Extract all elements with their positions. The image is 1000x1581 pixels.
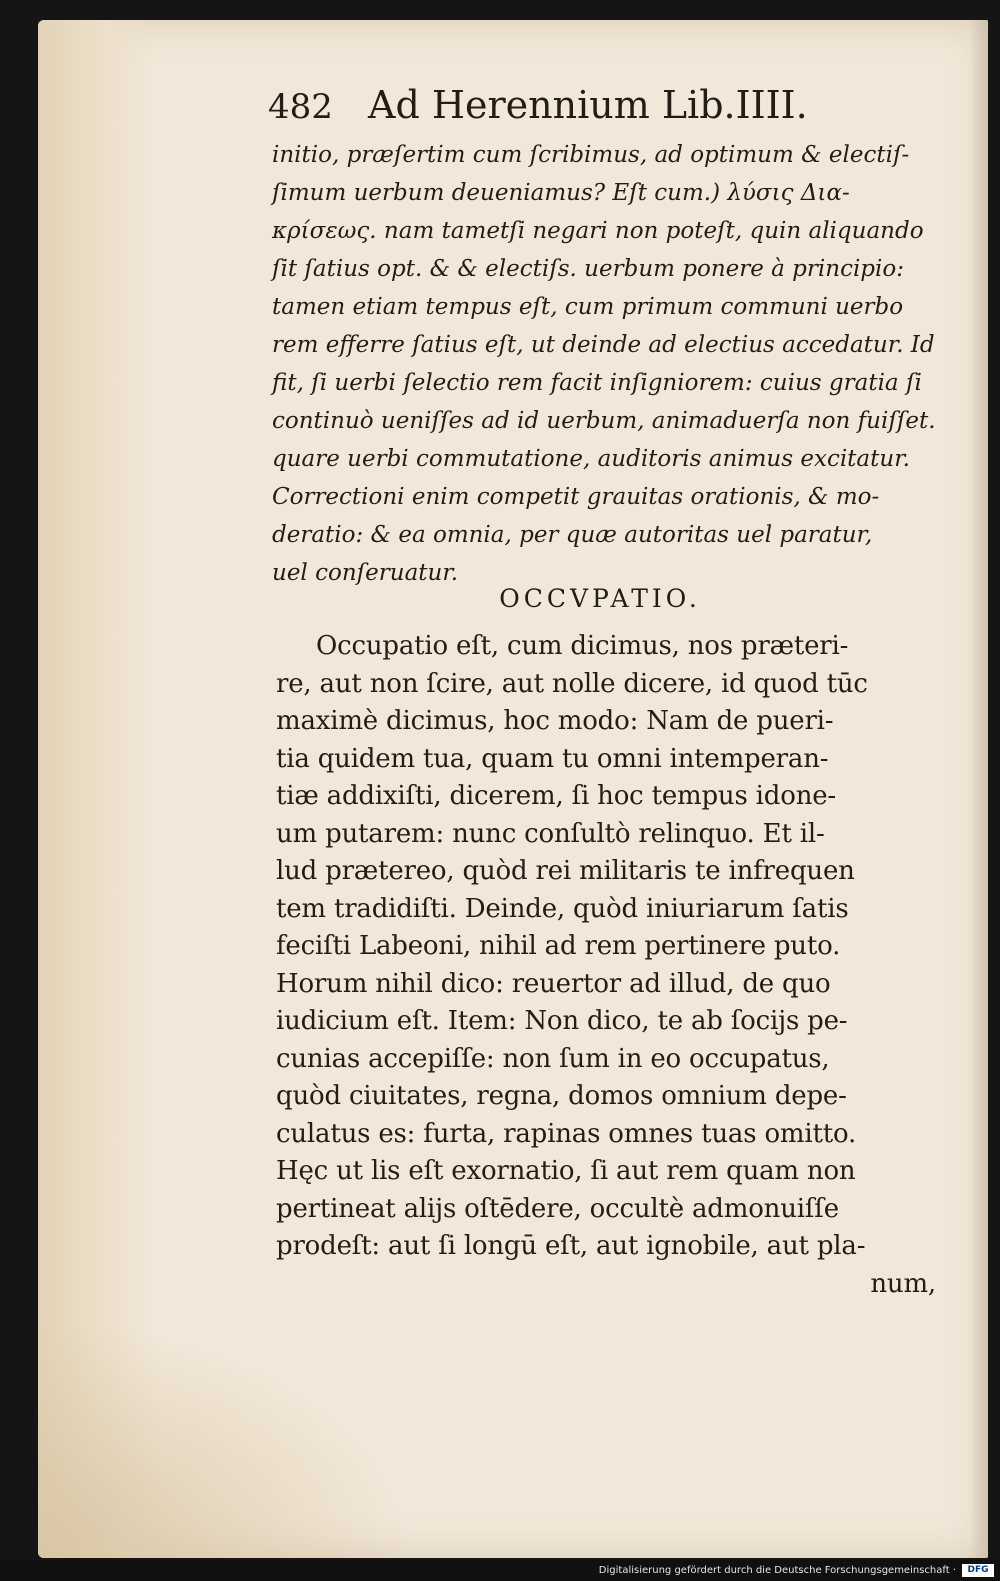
dfg-logo: DFG (962, 1564, 994, 1577)
section-heading: OCCVPATIO. (499, 584, 701, 613)
text-line: κρίσεως. nam tametſi negari non poteſt, quin aliquando (272, 218, 924, 244)
text-line: Occupatio eſt, cum dicimus, nos præteri- (316, 631, 849, 661)
main-text-paragraph (276, 628, 936, 1303)
commentary-paragraph (272, 136, 936, 592)
page-binding-shadow (970, 20, 988, 1558)
running-header (268, 82, 908, 130)
text-line: iudicium eſt. Item: Non dico, te ab ſocijs pe- (276, 1006, 848, 1036)
text-line: quòd ciuitates, regna, domos omnium depe- (276, 1081, 847, 1111)
text-line: tem tradidiſti. Deinde, quòd iniuriarum ſatis (276, 893, 849, 924)
text-line: um putarem: nunc conſultò relinquo. Et il- (276, 818, 825, 849)
text-line: deratio: & ea omnia, per quæ autoritas uel paratur, (272, 522, 873, 548)
text-line: initio, præſertim cum ſcribimus, ad optimum & electiſ- (272, 142, 910, 168)
funding-note: Digitalisierung gefördert durch die Deutsche Forschungsgemeinschaft · (598, 1565, 956, 1576)
text-line: tia quidem tua, quam tu omni intemperan- (276, 743, 829, 774)
text-line: Horum nihil dico: reuertor ad illud, de quo (276, 968, 831, 999)
text-line: cunias accepiſſe: non ſum in eo occupatus, (276, 1043, 830, 1074)
text-line: quare uerbi commutatione, auditoris animus excitatur. (272, 446, 910, 472)
text-line: Correctioni enim competit grauitas orationis, & mo- (272, 484, 880, 510)
text-line: feciſti Labeoni, nihil ad rem pertinere puto. (276, 931, 841, 961)
text-line: rem efferre ſatius eſt, ut deinde ad electius accedatur. Id (272, 332, 935, 358)
text-line: Hęc ut lis eſt exornatio, ſi aut rem quam non (276, 1156, 856, 1186)
text-line: fit, ſi uerbi ſelectio rem facit inſigniorem: cuius gratia ſi (272, 370, 922, 396)
page-corner-damage (38, 1318, 418, 1558)
text-line: ſimum uerbum deueniamus? Eſt cum.) λύσις Δια- (272, 180, 850, 206)
running-title: Ad Herennium Lib.IIII. (368, 83, 808, 127)
catchword: num, (870, 1268, 936, 1299)
text-line: uel conſeruatur. (272, 560, 459, 586)
text-line: re, aut non ſcire, aut nolle dicere, id quod tūc (276, 668, 868, 699)
text-line: culatus es: furta, rapinas omnes tuas omitto. (276, 1118, 857, 1149)
text-line: ſit ſatius opt. & & electiſs. uerbum ponere à principio: (272, 256, 904, 282)
text-line: prodeſt: aut ſi longū eſt, aut ignobile, aut pla- (276, 1231, 866, 1261)
text-line: continuò ueniſſes ad id uerbum, animaduerſa non fuiſſet. (272, 408, 936, 434)
text-line: pertineat alijs oſtēdere, occultè admonuiſſe (276, 1193, 839, 1224)
text-line: maximè dicimus, hoc modo: Nam de pueri- (276, 706, 834, 736)
text-line: tiæ addixiſti, dicerem, ſi hoc tempus idone- (276, 781, 837, 811)
text-line: tamen etiam tempus eſt, cum primum communi uerbo (272, 294, 904, 320)
page-number: 482 (268, 87, 333, 127)
digitization-footer (0, 1560, 1000, 1581)
text-line: lud prætereo, quòd rei militaris te infrequen (276, 856, 855, 886)
